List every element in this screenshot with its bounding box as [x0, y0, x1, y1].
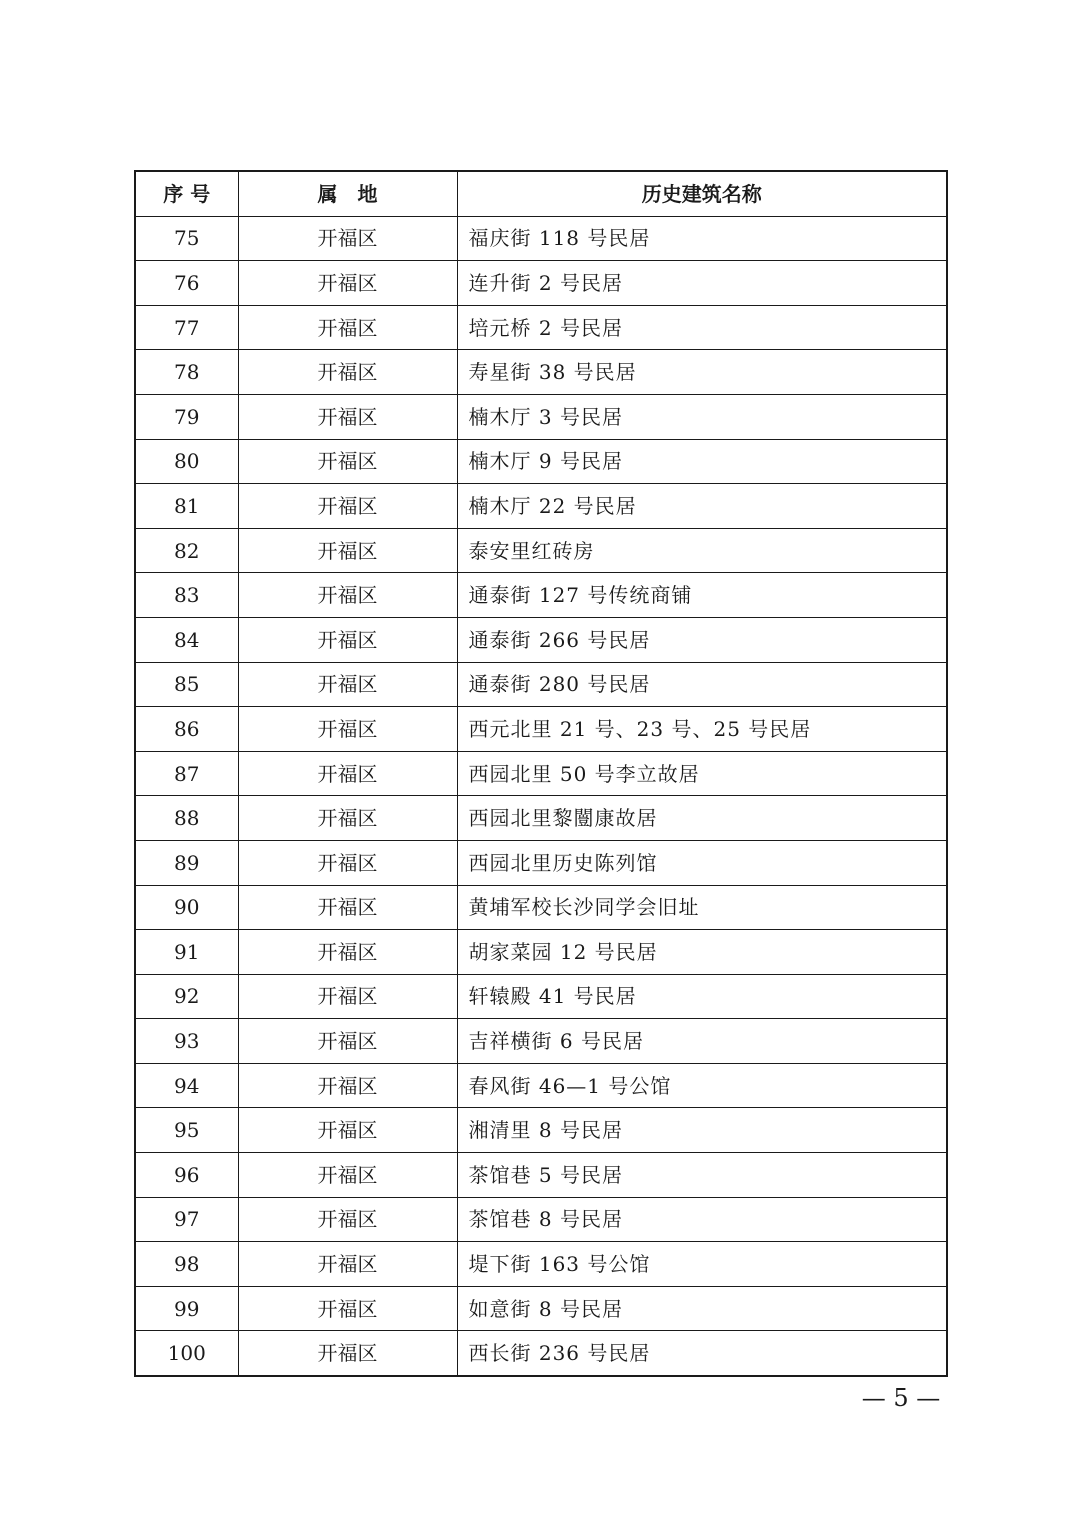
- table-row: [135, 930, 947, 975]
- cell-serial-number: 77: [135, 305, 238, 350]
- cell-serial-number: 92: [135, 974, 238, 1019]
- cell-serial-number: 85: [135, 662, 238, 707]
- cell-serial-number: 99: [135, 1286, 238, 1331]
- cell-serial-number: 95: [135, 1108, 238, 1153]
- cell-district: 开福区: [238, 1019, 457, 1064]
- cell-building-name: 轩辕殿 41 号民居: [457, 974, 947, 1019]
- page-number: — 5 —: [861, 1384, 941, 1412]
- cell-serial-number: 90: [135, 885, 238, 930]
- cell-district: 开福区: [238, 216, 457, 261]
- cell-building-name: 福庆街 118 号民居: [457, 216, 947, 261]
- cell-building-name: 春风街 46—1 号公馆: [457, 1063, 947, 1108]
- table-row: [135, 1108, 947, 1153]
- cell-district: 开福区: [238, 528, 457, 573]
- cell-serial-number: 88: [135, 796, 238, 841]
- cell-district: 开福区: [238, 840, 457, 885]
- cell-serial-number: 80: [135, 439, 238, 484]
- cell-building-name: 西园北里黎闓康故居: [457, 796, 947, 841]
- table-row: [135, 885, 947, 930]
- cell-district: 开福区: [238, 974, 457, 1019]
- cell-serial-number: 97: [135, 1197, 238, 1242]
- cell-serial-number: 75: [135, 216, 238, 261]
- cell-district: 开福区: [238, 707, 457, 752]
- table-row: [135, 751, 947, 796]
- cell-serial-number: 98: [135, 1242, 238, 1287]
- cell-building-name: 培元桥 2 号民居: [457, 305, 947, 350]
- table-row: [135, 1063, 947, 1108]
- cell-building-name: 通泰街 127 号传统商铺: [457, 573, 947, 618]
- cell-district: 开福区: [238, 394, 457, 439]
- cell-serial-number: 91: [135, 930, 238, 975]
- cell-district: 开福区: [238, 1197, 457, 1242]
- cell-district: 开福区: [238, 1063, 457, 1108]
- cell-serial-number: 87: [135, 751, 238, 796]
- cell-building-name: 黄埔军校长沙同学会旧址: [457, 885, 947, 930]
- cell-district: 开福区: [238, 1108, 457, 1153]
- table-row: [135, 1242, 947, 1287]
- cell-serial-number: 76: [135, 261, 238, 306]
- table-row: [135, 484, 947, 529]
- cell-district: 开福区: [238, 573, 457, 618]
- table-row: [135, 350, 947, 395]
- table-row: [135, 261, 947, 306]
- cell-building-name: 堤下街 163 号公馆: [457, 1242, 947, 1287]
- table-row: [135, 573, 947, 618]
- cell-district: 开福区: [238, 662, 457, 707]
- cell-district: 开福区: [238, 350, 457, 395]
- table-row: [135, 305, 947, 350]
- cell-building-name: 吉祥横街 6 号民居: [457, 1019, 947, 1064]
- table-row: [135, 796, 947, 841]
- table-row: [135, 840, 947, 885]
- cell-district: 开福区: [238, 261, 457, 306]
- cell-building-name: 胡家菜园 12 号民居: [457, 930, 947, 975]
- cell-district: 开福区: [238, 1242, 457, 1287]
- cell-serial-number: 81: [135, 484, 238, 529]
- cell-district: 开福区: [238, 617, 457, 662]
- cell-district: 开福区: [238, 439, 457, 484]
- historic-buildings-table: [134, 170, 948, 1377]
- cell-building-name: 西元北里 21 号、23 号、25 号民居: [457, 707, 947, 752]
- cell-building-name: 楠木厅 22 号民居: [457, 484, 947, 529]
- cell-building-name: 泰安里红砖房: [457, 528, 947, 573]
- table-row: [135, 528, 947, 573]
- cell-building-name: 西园北里 50 号李立故居: [457, 751, 947, 796]
- cell-district: 开福区: [238, 1331, 457, 1376]
- header-building-name: 历史建筑名称: [457, 171, 947, 216]
- cell-building-name: 楠木厅 9 号民居: [457, 439, 947, 484]
- cell-serial-number: 100: [135, 1331, 238, 1376]
- table-row: [135, 1197, 947, 1242]
- cell-serial-number: 94: [135, 1063, 238, 1108]
- cell-district: 开福区: [238, 885, 457, 930]
- cell-district: 开福区: [238, 751, 457, 796]
- table-row: [135, 439, 947, 484]
- cell-serial-number: 86: [135, 707, 238, 752]
- cell-building-name: 通泰街 266 号民居: [457, 617, 947, 662]
- table-row: [135, 974, 947, 1019]
- table-header-row: [135, 171, 947, 216]
- cell-building-name: 西长街 236 号民居: [457, 1331, 947, 1376]
- cell-building-name: 楠木厅 3 号民居: [457, 394, 947, 439]
- cell-district: 开福区: [238, 1153, 457, 1198]
- table-row: [135, 1286, 947, 1331]
- table-row: [135, 394, 947, 439]
- header-serial-number: 序 号: [135, 171, 238, 216]
- cell-serial-number: 93: [135, 1019, 238, 1064]
- cell-building-name: 湘清里 8 号民居: [457, 1108, 947, 1153]
- cell-building-name: 西园北里历史陈列馆: [457, 840, 947, 885]
- table-row: [135, 1153, 947, 1198]
- table-row: [135, 662, 947, 707]
- table-row: [135, 617, 947, 662]
- cell-serial-number: 89: [135, 840, 238, 885]
- header-district: 属 地: [238, 171, 457, 216]
- cell-serial-number: 96: [135, 1153, 238, 1198]
- table-body: [135, 216, 947, 1376]
- cell-district: 开福区: [238, 305, 457, 350]
- cell-serial-number: 83: [135, 573, 238, 618]
- cell-building-name: 通泰街 280 号民居: [457, 662, 947, 707]
- table-row: [135, 216, 947, 261]
- cell-district: 开福区: [238, 930, 457, 975]
- cell-building-name: 茶馆巷 5 号民居: [457, 1153, 947, 1198]
- cell-district: 开福区: [238, 1286, 457, 1331]
- cell-district: 开福区: [238, 484, 457, 529]
- cell-serial-number: 84: [135, 617, 238, 662]
- cell-serial-number: 82: [135, 528, 238, 573]
- table-row: [135, 1019, 947, 1064]
- cell-district: 开福区: [238, 796, 457, 841]
- table-row: [135, 707, 947, 752]
- cell-building-name: 寿星街 38 号民居: [457, 350, 947, 395]
- table-row: [135, 1331, 947, 1376]
- cell-building-name: 连升街 2 号民居: [457, 261, 947, 306]
- cell-building-name: 如意街 8 号民居: [457, 1286, 947, 1331]
- cell-serial-number: 79: [135, 394, 238, 439]
- cell-serial-number: 78: [135, 350, 238, 395]
- cell-building-name: 茶馆巷 8 号民居: [457, 1197, 947, 1242]
